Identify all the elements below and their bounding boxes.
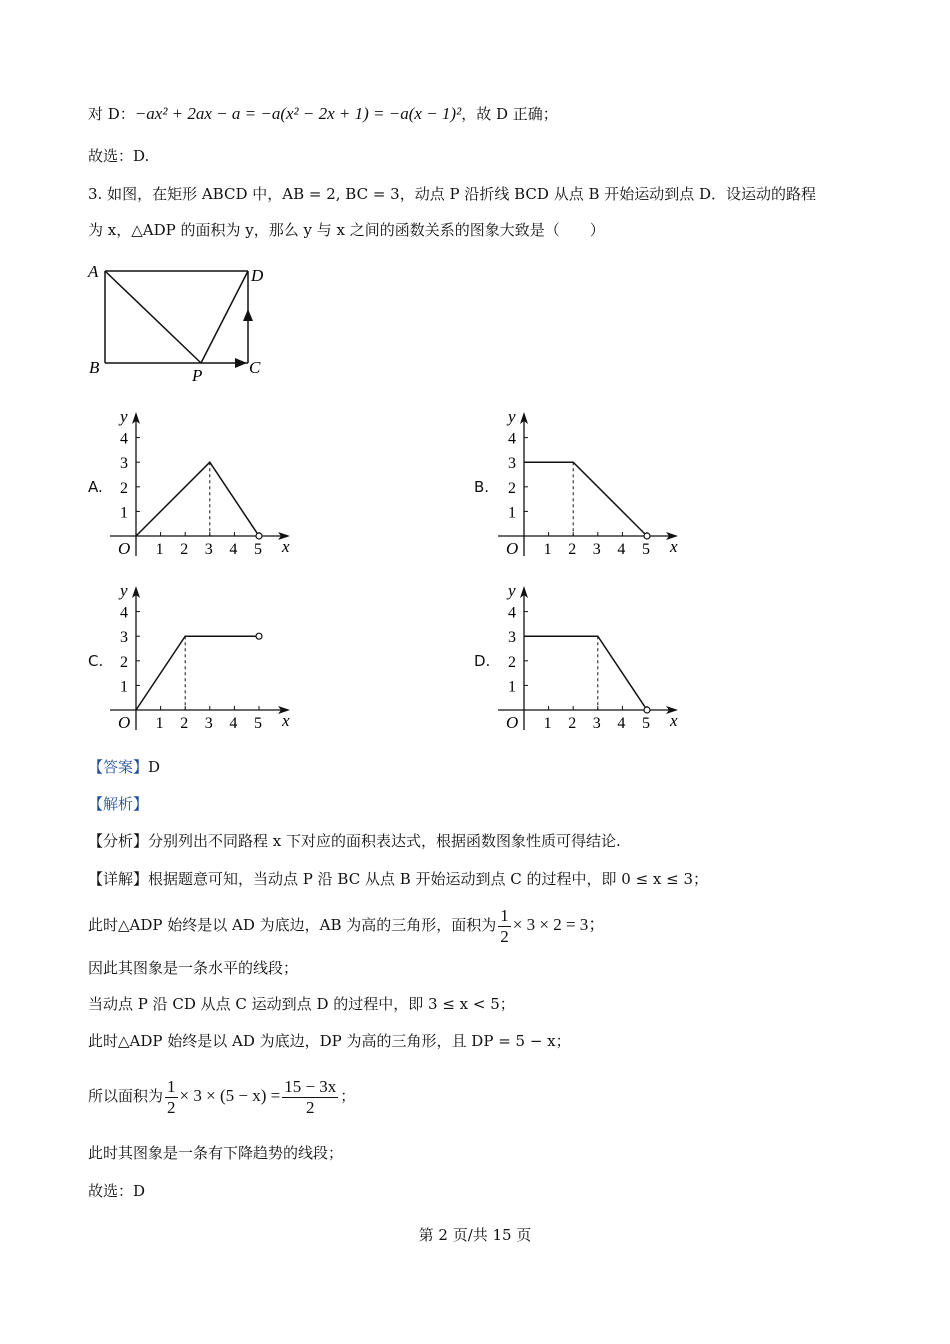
series-line — [136, 462, 259, 536]
question-3-line-1: 3. 如图，在矩形 ABCD 中，AB = 2, BC = 3，动点 P 沿折线 BCD 从点 B 开始运动到点 D．设运动的路程 — [88, 185, 817, 203]
origin-label: O — [118, 713, 131, 732]
open-endpoint — [644, 533, 650, 539]
label-a: A — [88, 262, 99, 281]
d-expression: −ax² + 2ax − a = −a(x² − 2x + 1) = −a(x − 1)² — [134, 104, 462, 123]
fraction-half-2 — [165, 1077, 178, 1118]
graph-option-d — [494, 580, 694, 740]
x-axis-label: x — [282, 711, 290, 730]
origin-label: O — [506, 539, 519, 558]
detail-line-5: 此时△ADP 始终是以 AD 为底边，DP 为高的三角形，且 DP = 5 − x； — [88, 1032, 571, 1050]
frac-den: 2 — [167, 1097, 176, 1117]
answer-value: D — [148, 758, 161, 776]
question-3-line-2: 为 x，△ADP 的面积为 y，那么 y 与 x 之间的函数关系的图象大致是（ ） — [88, 221, 605, 239]
frac-num: 15 − 3x — [284, 1076, 337, 1096]
x-tick-label: 2 — [568, 715, 577, 732]
x-tick-label: 3 — [204, 541, 213, 558]
label-d: D — [251, 266, 264, 285]
detail2-post: × 3 × 2 = 3； — [512, 915, 606, 934]
x-axis-label: x — [670, 711, 678, 730]
option-d-label: D. — [474, 652, 491, 670]
detail-line-4: 当动点 P 沿 CD 从点 C 运动到点 D 的过程中，即 3 ≤ x < 5； — [88, 995, 515, 1013]
detail-line-6 — [88, 1073, 355, 1119]
y-axis-label: y — [120, 407, 128, 426]
d-prefix: 对 D： — [88, 105, 135, 123]
origin-label: O — [506, 713, 519, 732]
series-line — [524, 462, 647, 536]
detail-line-7: 此时其图象是一条有下降趋势的线段； — [88, 1144, 344, 1162]
line-d-correct — [88, 103, 558, 125]
detail6-post: ； — [340, 1087, 356, 1105]
y-tick-label: 4 — [120, 430, 128, 448]
detail6-pre: 所以面积为 — [88, 1087, 164, 1105]
series-line — [524, 636, 647, 710]
x-tick-label: 1 — [543, 541, 552, 558]
label-p: P — [192, 366, 203, 385]
graph-option-b — [494, 406, 694, 566]
y-tick-label: 3 — [508, 629, 516, 647]
option-b-label: B. — [474, 478, 490, 496]
analysis-tag: 【解析】 — [88, 795, 149, 813]
origin-label: O — [118, 539, 131, 558]
y-tick-label: 1 — [508, 504, 516, 522]
x-tick-label: 4 — [617, 715, 626, 732]
x-tick-label: 2 — [180, 541, 189, 558]
label-b: B — [89, 358, 100, 377]
y-tick-label: 4 — [508, 430, 516, 448]
answer-line — [88, 756, 160, 778]
open-endpoint — [644, 707, 650, 713]
x-tick-label: 4 — [229, 715, 238, 732]
y-tick-label: 1 — [508, 678, 516, 696]
frac-den: 2 — [305, 1097, 315, 1117]
rectangle-figure — [85, 255, 275, 385]
detail-line-1: 【详解】根据题意可知，当动点 P 沿 BC 从点 B 开始运动到点 C 的过程中，即 0 ≤ x ≤ 3； — [88, 870, 709, 888]
x-tick-label: 1 — [155, 715, 164, 732]
detail-line-2 — [88, 902, 605, 948]
open-endpoint — [256, 633, 262, 639]
fraction-area — [282, 1077, 338, 1118]
x-tick-label: 5 — [254, 715, 262, 732]
choice-line-2: 故选：D — [88, 1182, 146, 1200]
graph-option-c — [106, 580, 306, 740]
x-tick-label: 5 — [642, 715, 650, 732]
x-tick-label: 2 — [180, 715, 189, 732]
open-endpoint — [256, 533, 262, 539]
detail6-mid: × 3 × (5 − x) = — [179, 1086, 281, 1105]
y-tick-label: 3 — [508, 455, 516, 473]
page-footer: 第 2 页/共 15 页 — [418, 1226, 532, 1244]
y-tick-label: 1 — [120, 504, 128, 522]
answer-tag: 【答案】 — [88, 758, 149, 776]
y-tick-label: 3 — [120, 455, 128, 473]
detail-line-3: 因此其图象是一条水平的线段； — [88, 959, 299, 977]
y-tick-label: 4 — [508, 604, 516, 622]
x-axis-label: x — [670, 537, 678, 556]
y-tick-label: 1 — [120, 678, 128, 696]
x-tick-label: 1 — [543, 715, 552, 732]
x-tick-label: 3 — [592, 715, 601, 732]
x-axis-label: x — [282, 537, 290, 556]
y-tick-label: 3 — [120, 629, 128, 647]
x-tick-label: 4 — [617, 541, 626, 558]
x-tick-label: 2 — [568, 541, 577, 558]
graph-option-a — [106, 406, 306, 566]
fenxi-line: 【分析】分别列出不同路程 x 下对应的面积表达式，根据函数图象性质可得结论. — [88, 832, 621, 850]
x-tick-label: 5 — [254, 541, 262, 558]
label-c: C — [249, 358, 261, 377]
y-tick-label: 2 — [508, 479, 516, 497]
x-tick-label: 4 — [229, 541, 238, 558]
y-tick-label: 2 — [120, 653, 128, 671]
x-tick-label: 3 — [204, 715, 213, 732]
x-tick-label: 5 — [642, 541, 650, 558]
option-c-label: C. — [88, 652, 104, 670]
fraction-half-1 — [498, 906, 511, 947]
y-axis-label: y — [508, 407, 516, 426]
series-line — [136, 636, 259, 710]
y-axis-label: y — [120, 581, 128, 600]
frac-num: 1 — [167, 1076, 176, 1096]
y-tick-label: 2 — [120, 479, 128, 497]
y-axis-label: y — [508, 581, 516, 600]
frac-den: 2 — [500, 926, 509, 946]
frac-num: 1 — [500, 905, 509, 925]
d-suffix: ，故 D 正确； — [461, 105, 558, 123]
option-a-label: A. — [88, 478, 103, 496]
choice-line-1: 故选：D. — [88, 147, 150, 165]
detail2-pre: 此时△ADP 始终是以 AD 为底边，AB 为高的三角形，面积为 — [88, 916, 497, 934]
y-tick-label: 2 — [508, 653, 516, 671]
x-tick-label: 1 — [155, 541, 164, 558]
y-tick-label: 4 — [120, 604, 128, 622]
x-tick-label: 3 — [592, 541, 601, 558]
